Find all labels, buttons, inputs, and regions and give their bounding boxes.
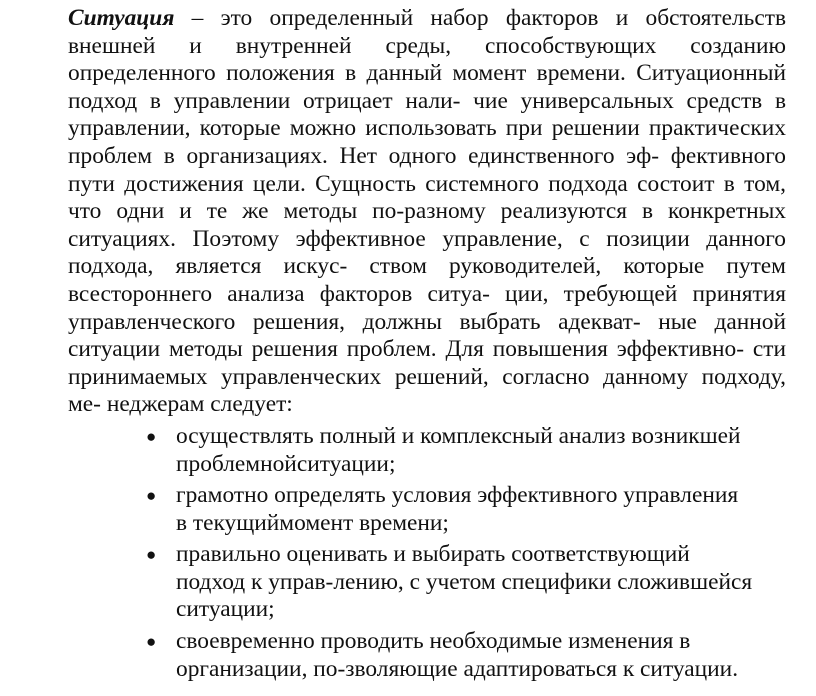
list-item-line: осуществлять полный и комплексный анализ возникшей <box>176 422 741 449</box>
bullet-icon: ● <box>146 486 157 506</box>
list-item <box>146 482 776 537</box>
bullet-icon: ● <box>146 545 157 565</box>
list-item-line: ситуации; <box>176 596 275 623</box>
list-item-line: правильно оценивать и выбирать соответствующий <box>176 541 690 568</box>
list-item-line: своевременно проводить необходимые изменения в <box>176 628 691 655</box>
bullet-icon: ● <box>146 426 157 446</box>
main-paragraph <box>68 5 786 419</box>
term-situation: Ситуация <box>68 5 175 31</box>
bullet-icon: ● <box>146 632 157 652</box>
list-item-line: подход к управ-лению, с учетом специфики сложившейся <box>176 568 753 595</box>
paragraph-text: – это определенный набор факторов и обстоятельств внешней и внутренней среды, способствующих созданию определенного положения в данный момент времени. Ситуационный подход в управлении отрицает нали- чие универсальных средств в управлении, которые можно использовать при решении практических проблем в организациях. Нет одного единственного эф- фективного пути достижения цели. Сущность системного подхода состоит в том, что одни и те же методы по-разному реализуются в конкретных ситуациях. Поэтому эффективное управление, с позиции данного подхода, является искус- ством руководителей, которые путем всестороннего анализа факторов ситуа- ции, требующей принятия управленческого решения, должны выбрать адекват- ные данной ситуации методы решения проблем. Для повышения эффективно- сти принимаемых управленческих решений, согласно данному подходу, ме- неджерам следует: <box>68 5 786 418</box>
list-item-line: грамотно определять условия эффективного управления <box>176 482 739 509</box>
recommendations-list <box>68 423 786 683</box>
list-item <box>146 422 776 478</box>
list-item-line: проблемнойситуации; <box>176 450 396 477</box>
list-item <box>146 541 776 624</box>
list-item <box>146 628 776 683</box>
list-item-line: в текущиймомент времени; <box>176 509 449 536</box>
list-item-line: организации, по-зволяющие адаптироваться к ситуации. <box>176 655 739 682</box>
